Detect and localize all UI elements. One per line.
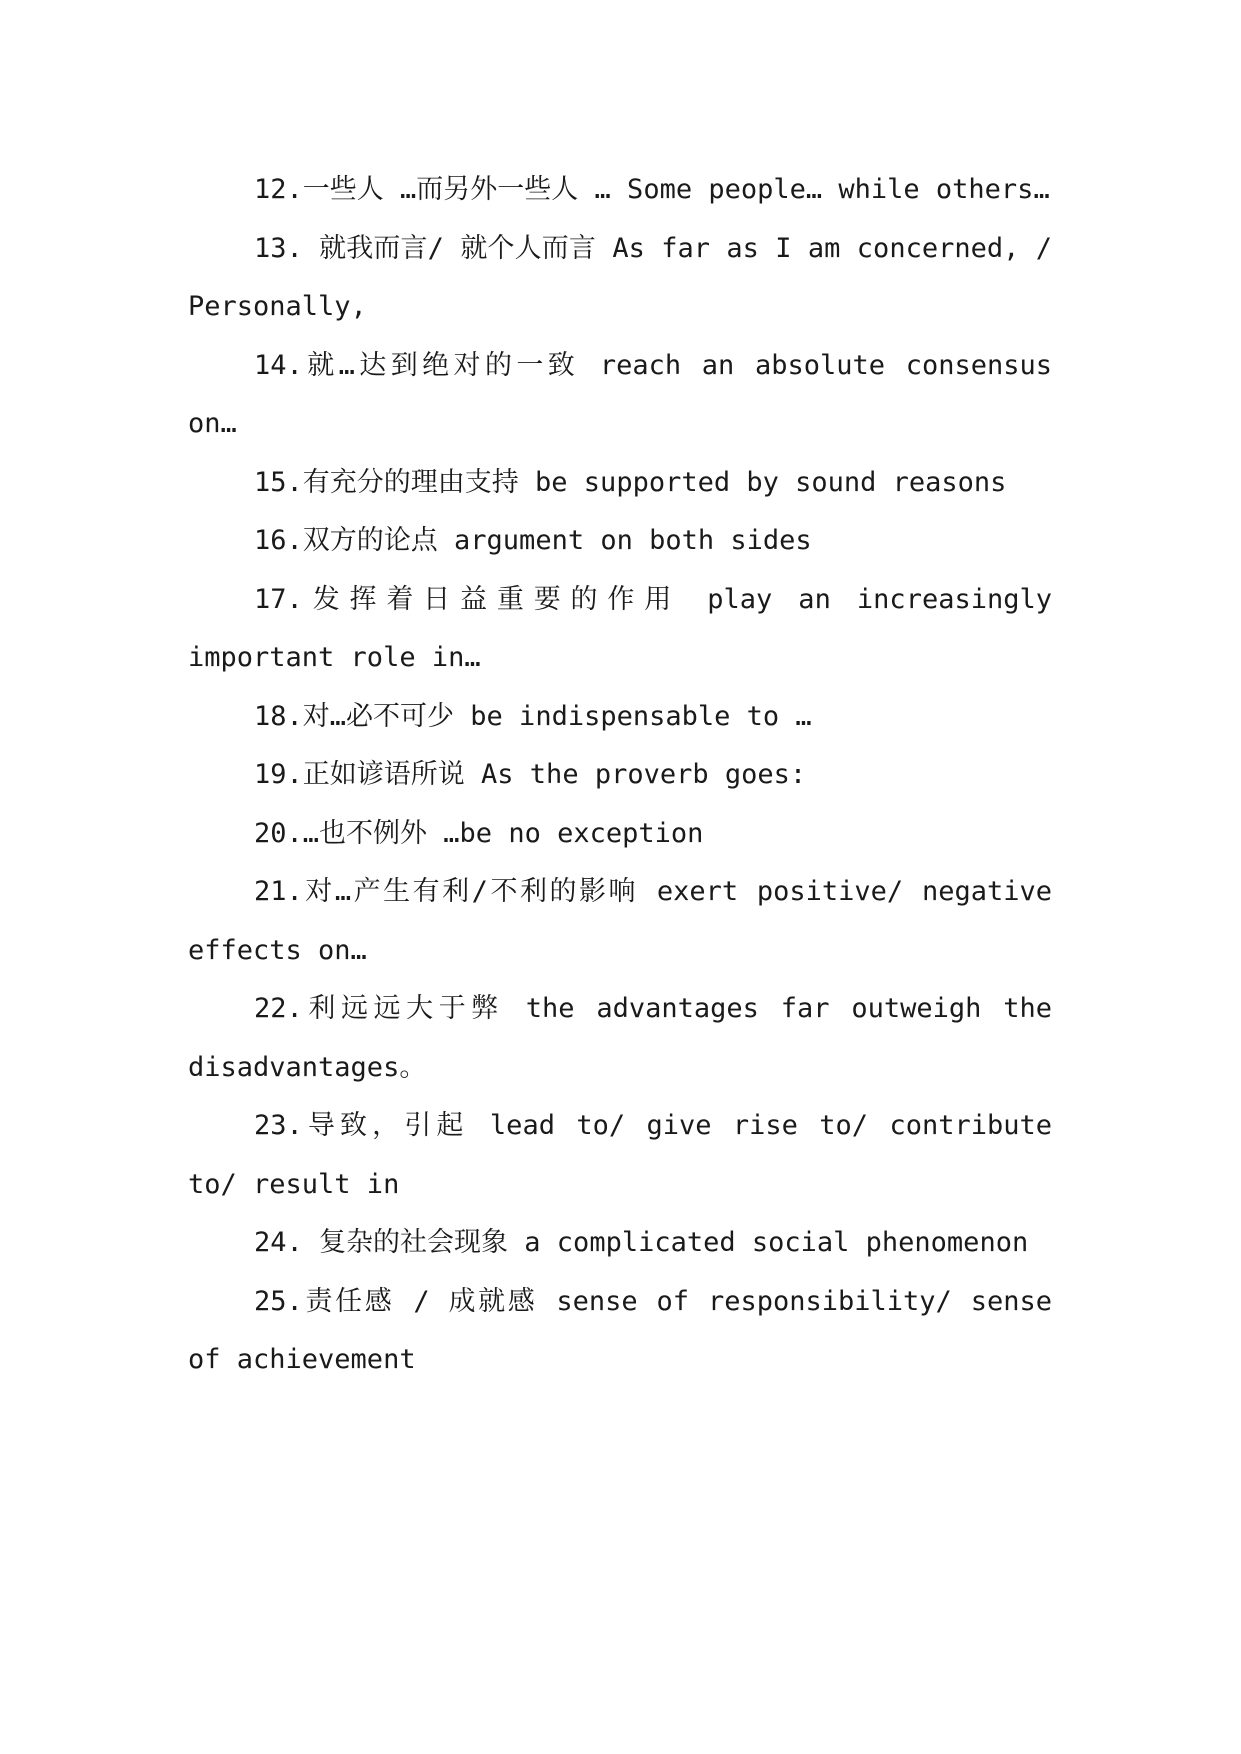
list-item	[188, 863, 1052, 980]
list-item	[188, 980, 1052, 1097]
list-item	[188, 454, 1052, 513]
item-number: 25.	[254, 1285, 303, 1317]
item-text: 发挥着日益重要的作用 play an increasingly important role in…	[188, 583, 1052, 673]
item-number: 23.	[254, 1110, 303, 1141]
item-number: 16.	[254, 525, 303, 556]
list-item	[188, 805, 1052, 864]
list-item	[188, 1273, 1052, 1390]
item-text: 正如谚语所说 As the proverb goes:	[302, 759, 807, 790]
item-number: 19.	[254, 759, 303, 790]
list-item	[188, 1214, 1052, 1273]
item-text: 对…产生有利/不利的影响 exert positive/ negative effects on…	[188, 876, 1052, 966]
list-item	[188, 571, 1052, 688]
list-item	[188, 1097, 1052, 1214]
item-number: 13.	[254, 232, 303, 264]
item-number: 17.	[254, 583, 303, 615]
item-text: 有充分的理由支持 be supported by sound reasons	[302, 466, 1007, 498]
phrase-list	[188, 161, 1052, 1390]
item-number: 12.	[254, 174, 303, 205]
item-number: 14.	[254, 349, 303, 381]
item-text: 一些人 …而另外一些人 … Some people… while others…	[302, 174, 1050, 205]
item-text: 就我而言/ 就个人而言 As far as I am concerned, / Personally,	[188, 232, 1052, 322]
item-text: 双方的论点 argument on both sides	[302, 525, 812, 556]
list-item	[188, 337, 1052, 454]
list-item	[188, 746, 1052, 805]
list-item	[188, 220, 1052, 337]
item-text: 复杂的社会现象 a complicated social phenomenon	[302, 1227, 1029, 1258]
item-number: 18.	[254, 700, 303, 732]
list-item	[188, 688, 1052, 747]
item-text: 责任感 / 成就感 sense of responsibility/ sense of achievement	[188, 1285, 1052, 1375]
item-text: 导致，引起 lead to/ give rise to/ contribute to/ result in	[188, 1110, 1052, 1200]
item-text: 对…必不可少 be indispensable to …	[302, 700, 812, 732]
item-number: 21.	[254, 876, 303, 907]
list-item	[188, 161, 1052, 220]
item-text: 利远远大于弊 the advantages far outweigh the disadvantages。	[188, 993, 1052, 1083]
item-number: 15.	[254, 466, 303, 498]
item-text: 就…达到绝对的一致 reach an absolute consensus on…	[188, 349, 1052, 439]
list-item	[188, 512, 1052, 571]
item-number: 22.	[254, 993, 303, 1024]
item-text: …也不例外 …be no exception	[302, 817, 704, 849]
item-number: 20.	[254, 817, 303, 849]
item-number: 24.	[254, 1227, 303, 1258]
